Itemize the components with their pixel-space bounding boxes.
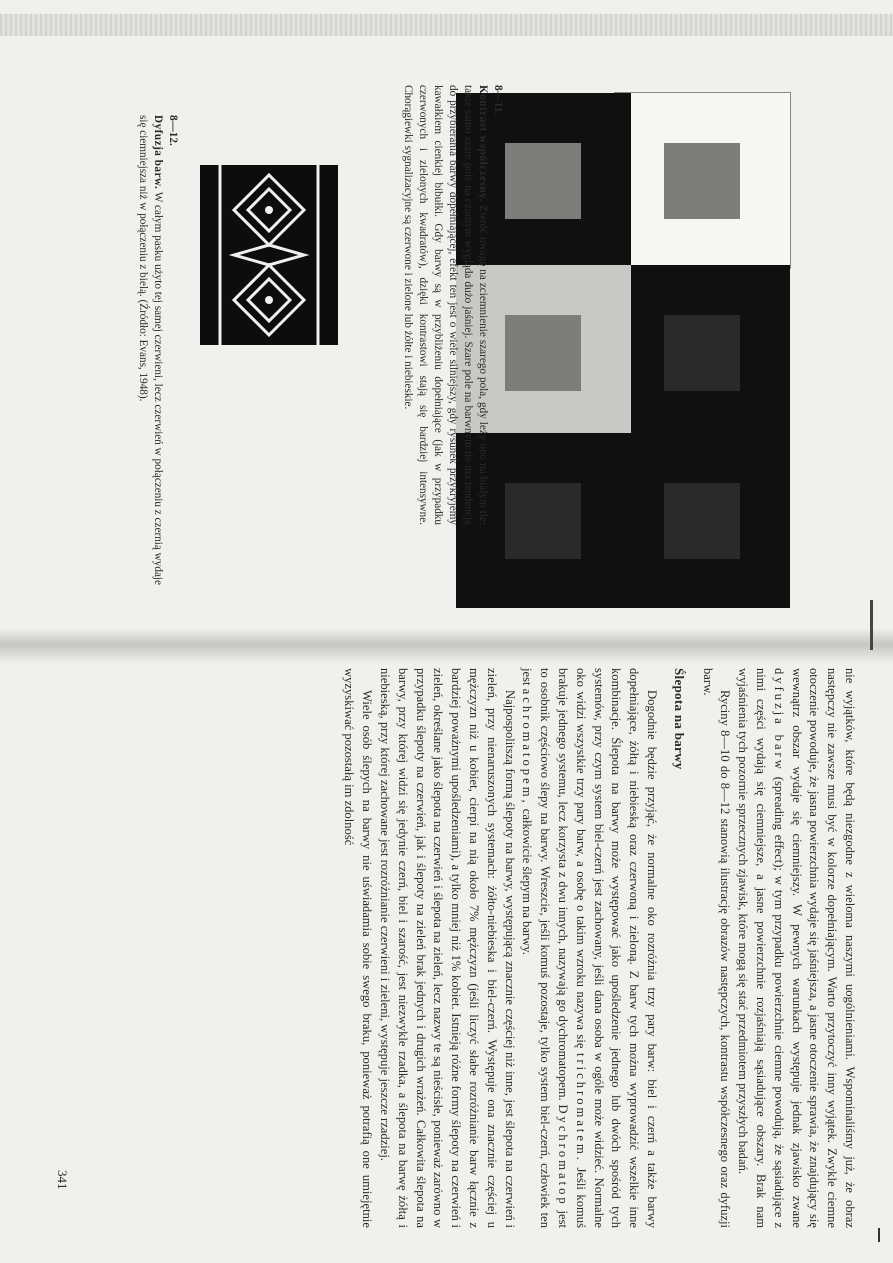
paragraph-4: Najpospolitszą formą ślepoty na barwy, występującą znacznie częściej niż inne, jest ślepota na czerwień i zieleń, przy nienaruszonych systemach: żółto-niebieska i biel-czerń. Występuje ona znacznie częściej u mężczyzn niż u kobiet, cierpi na nią około 7% mężczyzn (jeśli liczyć słabe rozróżnianie barw łącznie z bardziej poważnymi upośledzeniami), a tylko mniej niż 1% kobiet. Istnieją różne formy ślepoty na czerwień i zieleń, określane jako ślepota na czerwień i ślepota na zieleń, lecz nazwy te są nieścisłe, ponieważ zarówno w przypadku ślepoty na czerwień, jak i ślepoty na zieleń brak jednych i drugich wrażeń. Całkowita ślepota na barwy, przy której widzi się jedynie czerń, biel i szarość, jest niezwykle rzadka, a ślepota na barwę żółtą i niebieską, przy której zachowane jest rozróżnianie czerwieni i zieleni, występuje jeszcze rzadziej.: [378, 668, 517, 1228]
body-text: [340, 668, 858, 1228]
paragraph-1-rest: (spreading effect); w tym przypadku powierzchnie ciemne powodują, że sąsiadujące z nimi części wydają się ciemniejsze, a jasne powierzchnie rozjaśniają sąsiadujące obszary. Brak nam wyjaśnienia tych pozornie sprzecznych zjawisk, które mogą się stać przedmiotem przyszłych badań.: [736, 668, 786, 1228]
square-black-ground: [615, 433, 790, 608]
page-number: 341: [55, 1170, 70, 1190]
diffusion-stripe: [200, 165, 338, 345]
square-white-ground: [615, 93, 790, 268]
caption-8-12-rotated: [120, 115, 180, 585]
term-achromatop: achromatopem,: [520, 688, 535, 806]
dark-patch: [506, 483, 582, 559]
paragraph-3-c: jest to osobnik częściowo ślepy na barwy. Wreszcie, jeśli komuś pozostaje, tylko system biel-czerń, człowiek ten jest: [520, 668, 571, 1228]
grey-patch: [506, 143, 582, 219]
dark-patch: [665, 315, 741, 391]
term-dyfuzja-barw: dyfuzja barw: [771, 668, 786, 772]
triangle-top: [269, 245, 304, 265]
caption-8-12-title: Dyfuzja barw.: [152, 115, 164, 190]
caption-8-11-rotated: [402, 85, 505, 526]
paragraph-1: [733, 668, 858, 1228]
caption-8-11-number: 8—11.: [492, 85, 504, 116]
square-black-ground: [615, 265, 790, 440]
caption-8-11: [400, 85, 505, 525]
paragraph-5: Wiele osób ślepych na barwy nie uświadamia sobie swego braku, ponieważ potrafią one umiejętnie wyzyskiwać pozostałą im zdolność: [342, 668, 375, 1228]
paragraph-3-b: Jeśli komuś brakuje jednego systemu, lecz korzysta z dwu innych, nazywają go dychromatopem.: [556, 668, 588, 1228]
paragraph-3: [518, 668, 660, 1228]
dot-left: [265, 206, 273, 214]
term-trichromat: trichromatem.: [573, 1052, 588, 1163]
grey-patch: [506, 315, 582, 391]
caption-8-12-number: 8—12.: [167, 115, 179, 146]
dark-patch: [665, 483, 741, 559]
paragraph-2: Ryciny 8—10 do 8—12 stanowią ilustrację obrazów następczych, kontrastu współczesnego oraz dyfuzji barw.: [700, 668, 733, 1228]
caption-8-12: [135, 115, 180, 585]
caption-8-11-title: Kontrast współczesny.: [477, 85, 489, 202]
term-dychromatop: Dychromatop: [556, 1104, 571, 1207]
diamond-pattern-svg: [200, 165, 338, 345]
triangle-bottom: [234, 245, 269, 265]
caption-8-11-text: Zwróć uwagę na zciemnienie szarego pola, gdy leży ono na białym tle; takie samo szare pole na czarnym wygląda dużo jaśniej. Szare pole na barwnym tle ma tendencję do przybierania barwy dopełniającej, efekt ten jest o wiele silniejszy, gdy rysunek przykryjemy kawałkiem cienkiej bibułki. Gdy barwy są w przybliżeniu dopełniające (jak w przypadku czerwonych i zielonych kwadratów), dzięki kontrastowi stają się bardziej intensywne. Chorągiewki sygnalizacyjne są czerwone i zielone lub żółte i niebieskie.: [402, 85, 489, 526]
section-heading: Ślepota na barwy: [671, 668, 687, 770]
dot-right: [265, 296, 273, 304]
paragraph-3-d: całkowicie ślepym na barwy.: [520, 808, 535, 955]
paragraph-3-text: Dogodnie będzie przyjąć, że normalne oko rozróżnia trzy pary barw: biel i czerń a także barwy dopełniające, żółtą i niebieską oraz czerwoną i zieloną. Z barw tych można wyprowadzić wszelkie inne kombinacje. Ślepota na barwy może występować jako upośledzenie jednego lub dwóch spośród tych systemów, przy czym system biel-czerń jest zachowany, jeśli dana osoba w ogóle może widzieć. Normalne oko widzi wszystkie trzy pary barw, a osobę o takim wzroku nazywa się: [573, 668, 660, 1228]
caption-8-12-text: W całym pasku użyto tej samej czerwieni, lecz czerwień w połączeniu z czernią wydaje się ciemniejsza niż w połączeniu z bielą. (Źródło: Evans, 1948).: [137, 115, 164, 585]
paragraph-1-text: nie wyjątków, które będą niezgodne z wieloma naszymi uogólnieniami. Wspominaliśmy już, że obraz następczy nie zawsze musi być w kolorze dopełniającym. Warto przytoczyć inny wyjątek. Zwykle ciemne otoczenie powoduje, że jasna powierzchnia wydaje się jaśniejsza, a jasne otoczenie sprawia, że znajdujący się wewnątrz obszar wydaje się ciemniejszy. W pewnych warunkach występuje jednak zjawisko zwane: [789, 668, 857, 1228]
body-page-rotated: [108, 668, 858, 1228]
grey-patch: [665, 143, 741, 219]
